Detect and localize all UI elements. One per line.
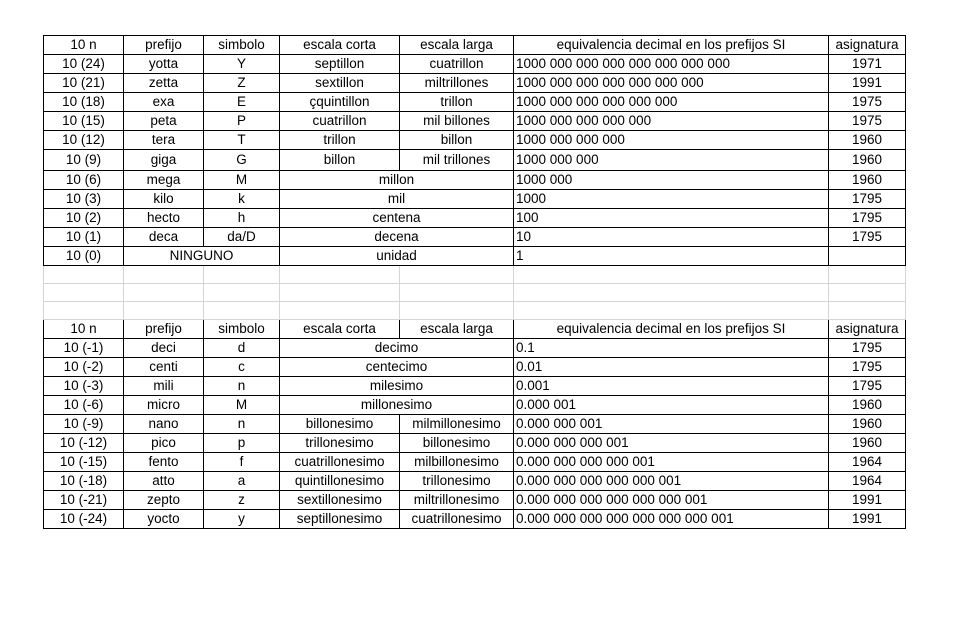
cell-decimal[interactable]: 1000 000 000 000 000 000 <box>514 93 829 112</box>
cell-n[interactable]: 10 (-21) <box>44 491 124 510</box>
cell-n[interactable]: 10 (-3) <box>44 377 124 396</box>
cell-year[interactable]: 1964 <box>829 453 906 472</box>
cell-symbol[interactable]: p <box>204 434 280 453</box>
cell-symbol[interactable]: z <box>204 491 280 510</box>
empty-cell[interactable] <box>400 266 514 284</box>
cell-year[interactable]: 1795 <box>829 339 906 358</box>
cell-long-scale[interactable]: trillonesimo <box>400 472 514 491</box>
empty-cell[interactable] <box>829 266 906 284</box>
cell-symbol[interactable]: a <box>204 472 280 491</box>
table-row <box>44 491 906 510</box>
table-row <box>44 131 906 150</box>
table-row <box>44 453 906 472</box>
cell-long-scale[interactable]: trillon <box>400 93 514 112</box>
cell-scale-merged[interactable]: decena <box>280 228 514 247</box>
cell-decimal[interactable]: 1000 000 000 000 000 000 000 000 <box>514 55 829 74</box>
cell-short-scale[interactable]: billon <box>280 150 400 171</box>
cell-symbol[interactable]: M <box>204 171 280 190</box>
table-row <box>44 150 906 171</box>
table-row <box>44 247 906 266</box>
cell-n[interactable]: 10 (-18) <box>44 472 124 491</box>
cell-n[interactable]: 10 (1) <box>44 228 124 247</box>
cell-year[interactable]: 1960 <box>829 150 906 171</box>
table-row <box>44 339 906 358</box>
empty-cell[interactable] <box>44 266 124 284</box>
cell-n[interactable]: 10 (-9) <box>44 415 124 434</box>
cell-prefix[interactable]: mega <box>124 171 204 190</box>
cell-prefix[interactable]: nano <box>124 415 204 434</box>
cell-decimal[interactable]: 1 <box>514 247 829 266</box>
blank-row <box>44 284 906 302</box>
cell-n[interactable]: 10 (24) <box>44 55 124 74</box>
cell-n[interactable]: 10 (-1) <box>44 339 124 358</box>
cell-prefix[interactable]: atto <box>124 472 204 491</box>
cell-year[interactable]: 1964 <box>829 472 906 491</box>
cell-long-scale[interactable]: milmillonesimo <box>400 415 514 434</box>
table-row <box>44 434 906 453</box>
empty-cell[interactable] <box>514 302 829 320</box>
cell-symbol[interactable]: P <box>204 112 280 131</box>
cell-short-scale[interactable]: sextillon <box>280 74 400 93</box>
cell-prefix[interactable]: tera <box>124 131 204 150</box>
cell-n[interactable]: 10 (18) <box>44 93 124 112</box>
header-cell[interactable]: simbolo <box>204 36 280 55</box>
header-cell[interactable]: equivalencia decimal en los prefijos SI <box>514 320 829 339</box>
header-cell[interactable]: equivalencia decimal en los prefijos SI <box>514 36 829 55</box>
cell-short-scale[interactable]: trillonesimo <box>280 434 400 453</box>
cell-long-scale[interactable]: miltrillones <box>400 74 514 93</box>
cell-n[interactable]: 10 (9) <box>44 150 124 171</box>
cell-short-scale[interactable]: trillon <box>280 131 400 150</box>
cell-decimal[interactable]: 0.001 <box>514 377 829 396</box>
cell-n[interactable]: 10 (-2) <box>44 358 124 377</box>
table-1-body <box>44 36 906 266</box>
cell-long-scale[interactable]: mil trillones <box>400 150 514 171</box>
cell-decimal[interactable]: 1000 000 000 000 000 <box>514 112 829 131</box>
cell-symbol[interactable]: G <box>204 150 280 171</box>
header-cell[interactable]: escala corta <box>280 320 400 339</box>
empty-cell[interactable] <box>124 302 204 320</box>
cell-prefix[interactable]: pico <box>124 434 204 453</box>
table-row <box>44 510 906 529</box>
table-row <box>44 112 906 131</box>
cell-n[interactable]: 10 (-15) <box>44 453 124 472</box>
cell-prefix[interactable]: micro <box>124 396 204 415</box>
cell-n[interactable]: 10 (15) <box>44 112 124 131</box>
table-row <box>44 171 906 190</box>
empty-cell[interactable] <box>280 284 400 302</box>
header-cell[interactable]: simbolo <box>204 320 280 339</box>
cell-scale-merged[interactable]: millon <box>280 171 514 190</box>
cell-long-scale[interactable]: cuatrillon <box>400 55 514 74</box>
empty-cell[interactable] <box>514 266 829 284</box>
cell-year[interactable]: 1795 <box>829 190 906 209</box>
cell-scale-merged[interactable]: decimo <box>280 339 514 358</box>
empty-cell[interactable] <box>280 266 400 284</box>
cell-decimal[interactable]: 0.000 000 000 000 001 <box>514 453 829 472</box>
header-cell[interactable]: prefijo <box>124 36 204 55</box>
cell-scale-merged[interactable]: millonesimo <box>280 396 514 415</box>
header-cell[interactable]: prefijo <box>124 320 204 339</box>
cell-year[interactable]: 1795 <box>829 209 906 228</box>
cell-n[interactable]: 10 (3) <box>44 190 124 209</box>
blank-rows <box>44 266 906 320</box>
cell-n[interactable]: 10 (-6) <box>44 396 124 415</box>
table-row <box>44 377 906 396</box>
cell-symbol[interactable]: h <box>204 209 280 228</box>
table-row <box>44 55 906 74</box>
header-cell[interactable]: 10 n <box>44 36 124 55</box>
cell-long-scale[interactable]: miltrillonesimo <box>400 491 514 510</box>
cell-decimal[interactable]: 10 <box>514 228 829 247</box>
table-row <box>44 190 906 209</box>
cell-scale-merged[interactable]: mil <box>280 190 514 209</box>
table-row <box>44 209 906 228</box>
cell-year[interactable]: 1960 <box>829 131 906 150</box>
cell-n[interactable]: 10 (-12) <box>44 434 124 453</box>
cell-symbol[interactable]: d <box>204 339 280 358</box>
table-2-header-row <box>44 320 906 339</box>
cell-symbol[interactable]: E <box>204 93 280 112</box>
cell-decimal[interactable]: 100 <box>514 209 829 228</box>
header-cell[interactable]: escala larga <box>400 36 514 55</box>
cell-long-scale[interactable]: mil billones <box>400 112 514 131</box>
cell-symbol[interactable]: k <box>204 190 280 209</box>
cell-prefix[interactable]: fento <box>124 453 204 472</box>
empty-cell[interactable] <box>204 266 280 284</box>
cell-decimal[interactable]: 1000 000 <box>514 171 829 190</box>
empty-cell[interactable] <box>400 284 514 302</box>
cell-long-scale[interactable]: cuatrillonesimo <box>400 510 514 529</box>
cell-long-scale[interactable]: milbillonesimo <box>400 453 514 472</box>
cell-n[interactable]: 10 (6) <box>44 171 124 190</box>
cell-year[interactable] <box>829 247 906 266</box>
cell-decimal[interactable]: 0.000 000 000 001 <box>514 434 829 453</box>
cell-symbol[interactable]: y <box>204 510 280 529</box>
cell-n[interactable]: 10 (2) <box>44 209 124 228</box>
cell-symbol[interactable]: T <box>204 131 280 150</box>
cell-prefix[interactable]: mili <box>124 377 204 396</box>
cell-decimal[interactable]: 0.000 000 001 <box>514 415 829 434</box>
table-row <box>44 93 906 112</box>
cell-prefix[interactable]: deca <box>124 228 204 247</box>
empty-cell[interactable] <box>44 284 124 302</box>
cell-scale-merged[interactable]: centena <box>280 209 514 228</box>
empty-cell[interactable] <box>204 284 280 302</box>
cell-short-scale[interactable]: septillon <box>280 55 400 74</box>
cell-year[interactable]: 1975 <box>829 93 906 112</box>
cell-decimal[interactable]: 0.1 <box>514 339 829 358</box>
cell-decimal[interactable]: 0.000 000 000 000 000 000 001 <box>514 491 829 510</box>
table-row <box>44 358 906 377</box>
cell-prefix[interactable]: deci <box>124 339 204 358</box>
cell-symbol[interactable]: Y <box>204 55 280 74</box>
table-row <box>44 396 906 415</box>
cell-year[interactable]: 1960 <box>829 415 906 434</box>
cell-decimal[interactable]: 1000 000 000 000 000 000 000 <box>514 74 829 93</box>
empty-cell[interactable] <box>204 302 280 320</box>
header-cell[interactable]: escala corta <box>280 36 400 55</box>
cell-decimal[interactable]: 0.000 000 000 000 000 000 000 001 <box>514 510 829 529</box>
cell-n[interactable]: 10 (0) <box>44 247 124 266</box>
cell-short-scale[interactable]: septillonesimo <box>280 510 400 529</box>
cell-n[interactable]: 10 (-24) <box>44 510 124 529</box>
header-cell[interactable]: 10 n <box>44 320 124 339</box>
cell-short-scale[interactable]: çquintillon <box>280 93 400 112</box>
cell-year[interactable]: 1991 <box>829 74 906 93</box>
cell-n[interactable]: 10 (21) <box>44 74 124 93</box>
empty-cell[interactable] <box>124 284 204 302</box>
cell-prefix[interactable]: exa <box>124 93 204 112</box>
cell-year[interactable]: 1991 <box>829 491 906 510</box>
table-row <box>44 415 906 434</box>
blank-row <box>44 302 906 320</box>
table-2-body <box>44 320 906 529</box>
cell-short-scale[interactable]: sextillonesimo <box>280 491 400 510</box>
table-row <box>44 74 906 93</box>
cell-decimal[interactable]: 0.000 000 000 000 000 001 <box>514 472 829 491</box>
blank-row <box>44 266 906 284</box>
cell-year[interactable]: 1795 <box>829 358 906 377</box>
empty-cell[interactable] <box>829 302 906 320</box>
empty-cell[interactable] <box>280 302 400 320</box>
cell-long-scale[interactable]: billonesimo <box>400 434 514 453</box>
header-cell[interactable]: escala larga <box>400 320 514 339</box>
cell-prefix[interactable]: centi <box>124 358 204 377</box>
cell-symbol[interactable]: da/D <box>204 228 280 247</box>
cell-year[interactable]: 1960 <box>829 171 906 190</box>
table-row <box>44 472 906 491</box>
cell-prefix[interactable]: giga <box>124 150 204 171</box>
cell-year[interactable]: 1991 <box>829 510 906 529</box>
header-cell[interactable]: asignatura <box>829 320 906 339</box>
cell-short-scale[interactable]: cuatrillonesimo <box>280 453 400 472</box>
cell-scale-merged[interactable]: milesimo <box>280 377 514 396</box>
cell-year[interactable]: 1960 <box>829 396 906 415</box>
cell-n[interactable]: 10 (12) <box>44 131 124 150</box>
cell-prefix[interactable]: yocto <box>124 510 204 529</box>
cell-long-scale[interactable]: billon <box>400 131 514 150</box>
empty-cell[interactable] <box>514 284 829 302</box>
cell-short-scale[interactable]: quintillonesimo <box>280 472 400 491</box>
cell-symbol[interactable]: Z <box>204 74 280 93</box>
cell-scale-merged[interactable]: centecimo <box>280 358 514 377</box>
cell-short-scale[interactable]: billonesimo <box>280 415 400 434</box>
cell-prefix[interactable]: yotta <box>124 55 204 74</box>
cell-prefix[interactable]: kilo <box>124 190 204 209</box>
cell-decimal[interactable]: 1000 <box>514 190 829 209</box>
cell-scale-merged[interactable]: unidad <box>280 247 514 266</box>
cell-symbol[interactable]: c <box>204 358 280 377</box>
header-cell[interactable]: asignatura <box>829 36 906 55</box>
cell-prefix[interactable]: hecto <box>124 209 204 228</box>
cell-decimal[interactable]: 0.01 <box>514 358 829 377</box>
cell-symbol[interactable]: n <box>204 377 280 396</box>
cell-short-scale[interactable]: cuatrillon <box>280 112 400 131</box>
empty-cell[interactable] <box>400 302 514 320</box>
cell-symbol[interactable]: n <box>204 415 280 434</box>
cell-prefix[interactable]: zepto <box>124 491 204 510</box>
cell-decimal[interactable]: 1000 000 000 000 <box>514 131 829 150</box>
cell-decimal[interactable]: 0.000 001 <box>514 396 829 415</box>
cell-year[interactable]: 1971 <box>829 55 906 74</box>
cell-year[interactable]: 1960 <box>829 434 906 453</box>
cell-year[interactable]: 1975 <box>829 112 906 131</box>
table-row <box>44 228 906 247</box>
empty-cell[interactable] <box>44 302 124 320</box>
cell-decimal[interactable]: 1000 000 000 <box>514 150 829 171</box>
cell-symbol[interactable]: f <box>204 453 280 472</box>
empty-cell[interactable] <box>124 266 204 284</box>
cell-year[interactable]: 1795 <box>829 228 906 247</box>
cell-prefix[interactable]: zetta <box>124 74 204 93</box>
cell-prefix[interactable]: peta <box>124 112 204 131</box>
empty-cell[interactable] <box>829 284 906 302</box>
cell-symbol[interactable]: M <box>204 396 280 415</box>
spreadsheet-table <box>43 35 906 529</box>
table-1-header-row <box>44 36 906 55</box>
cell-year[interactable]: 1795 <box>829 377 906 396</box>
cell-prefix-symbol-merged[interactable]: NINGUNO <box>124 247 280 266</box>
